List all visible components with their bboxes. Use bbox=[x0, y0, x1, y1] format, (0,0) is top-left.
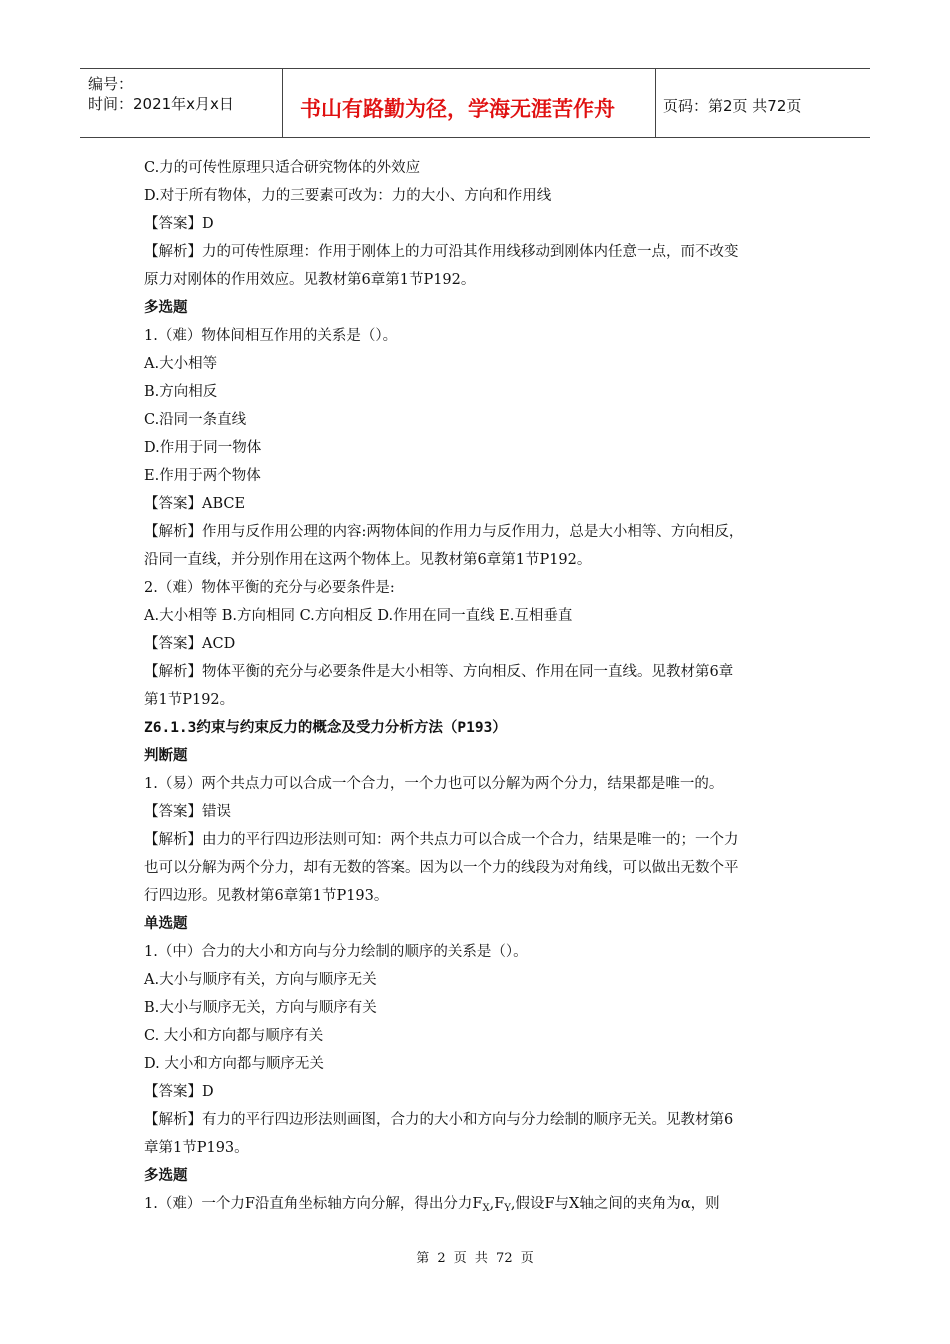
answer-line: 【答案】错误 bbox=[144, 804, 231, 820]
question-text-start: 1.（难）一个力F沿直角坐标轴方向分解，得出分力F bbox=[144, 1196, 483, 1212]
question-text-mid: ,F bbox=[489, 1196, 505, 1212]
question-line bbox=[144, 1194, 720, 1219]
header-meta-cell bbox=[80, 69, 283, 137]
page-header bbox=[80, 68, 870, 138]
question-line: 2.（难）物体平衡的充分与必要条件是: bbox=[144, 580, 395, 596]
option-line: C. 大小和方向都与顺序有关 bbox=[144, 1028, 324, 1044]
option-line: A.大小相等 bbox=[144, 356, 218, 372]
subscript-y: Y bbox=[504, 1203, 511, 1214]
option-line: A.大小相等 B.方向相同 C.方向相反 D.作用在同一直线 E.互相垂直 bbox=[144, 608, 573, 624]
answer-line: 【答案】ABCE bbox=[144, 496, 246, 512]
header-motto: 书山有路勤为径，学海无涯苦作舟 bbox=[300, 97, 615, 121]
answer-line: 【答案】D bbox=[144, 1084, 214, 1100]
section-heading: 多选题 bbox=[144, 299, 188, 316]
question-line: 1.（易）两个共点力可以合成一个合力，一个力也可以分解为两个分力，结果都是唯一的。 bbox=[144, 776, 724, 792]
document-time-label: 时间：2021年x月x日 bbox=[88, 95, 234, 113]
document-number-label: 编号： bbox=[88, 75, 134, 93]
question-line: 1.（难）物体间相互作用的关系是（）。 bbox=[144, 328, 398, 344]
section-heading: 判断题 bbox=[144, 747, 188, 764]
question-text-end: ,假设F与X轴之间的夹角为α，则 bbox=[510, 1196, 720, 1212]
option-line: B.方向相反 bbox=[144, 384, 218, 400]
answer-line: 【答案】D bbox=[144, 216, 214, 232]
text-line: 第1节P192。 bbox=[144, 692, 235, 708]
option-line: C.沿同一条直线 bbox=[144, 412, 247, 428]
text-line: 也可以分解为两个分力，却有无数的答案。因为以一个力的线段为对角线，可以做出无数个平 bbox=[144, 860, 739, 876]
analysis-line: 【解析】物体平衡的充分与必要条件是大小相等、方向相反、作用在同一直线。见教材第6章 bbox=[144, 664, 734, 680]
question-line: 1.（中）合力的大小和方向与分力绘制的顺序的关系是（）。 bbox=[144, 944, 528, 960]
text-line: 章第1节P193。 bbox=[144, 1140, 249, 1156]
analysis-line: 【解析】由力的平行四边形法则可知：两个共点力可以合成一个合力，结果是唯一的；一个力 bbox=[144, 832, 739, 848]
analysis-line: 【解析】作用与反作用公理的内容:两物体间的作用力与反作用力，总是大小相等、方向相反， bbox=[144, 524, 744, 540]
text-line: 行四边形。见教材第6章第1节P193。 bbox=[144, 888, 389, 904]
text-line: C.力的可传性原理只适合研究物体的外效应 bbox=[144, 160, 421, 176]
analysis-line: 【解析】力的可传性原理：作用于刚体上的力可沿其作用线移动到刚体内任意一点，而不改变 bbox=[144, 244, 739, 260]
option-line: D. 大小和方向都与顺序无关 bbox=[144, 1056, 324, 1072]
option-line: E.作用于两个物体 bbox=[144, 468, 261, 484]
text-line: 沿同一直线，并分别作用在这两个物体上。见教材第6章第1节P192。 bbox=[144, 552, 592, 568]
section-heading: 单选题 bbox=[144, 915, 188, 932]
subscript-x: X bbox=[482, 1203, 490, 1214]
option-line: D.作用于同一物体 bbox=[144, 440, 262, 456]
text-line: 原力对刚体的作用效应。见教材第6章第1节P192。 bbox=[144, 272, 476, 288]
header-page-cell bbox=[655, 69, 870, 137]
header-page-info: 页码：第2页 共72页 bbox=[663, 97, 802, 115]
header-motto-cell bbox=[282, 69, 656, 137]
analysis-line: 【解析】有力的平行四边形法则画图，合力的大小和方向与分力绘制的顺序无关。见教材第6 bbox=[144, 1112, 734, 1128]
page-footer: 第 2 页 共 72 页 bbox=[416, 1251, 534, 1266]
answer-line: 【答案】ACD bbox=[144, 636, 236, 652]
subsection-heading: Z6.1.3约束与约束反力的概念及受力分析方法（P193） bbox=[144, 720, 507, 736]
option-line: A.大小与顺序有关，方向与顺序无关 bbox=[144, 972, 377, 988]
text-line: D.对于所有物体，力的三要素可改为：力的大小、方向和作用线 bbox=[144, 188, 552, 204]
option-line: B.大小与顺序无关，方向与顺序有关 bbox=[144, 1000, 377, 1016]
section-heading: 多选题 bbox=[144, 1167, 188, 1184]
